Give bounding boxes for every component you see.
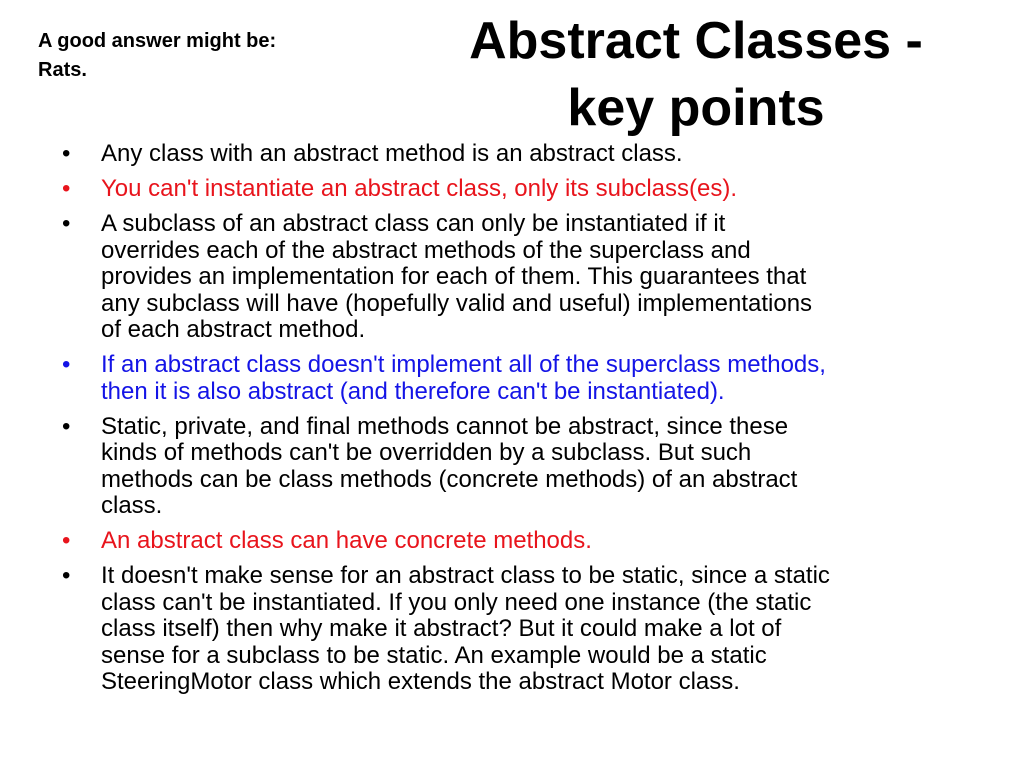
bullet-line: SteeringMotor class which extends the abstract Motor class. [101,668,740,695]
bullet-dot: • [62,412,71,440]
bullet-text [101,414,986,520]
bullet-line: then it is also abstract (and therefore can't be instantiated). [101,377,725,405]
bullet-item [56,176,986,203]
bullet-line: of each abstract method. [101,316,366,343]
bullet-line: A subclass of an abstract class can only be instantiated if it [101,210,726,237]
corner-note-line: A good answer might be: [38,30,277,52]
bullet-dot: • [62,527,71,554]
bullet-line: Static, private, and final methods cannot be abstract, since these [101,412,789,440]
bullet-dot: • [62,351,71,378]
bullet-line: You can't instantiate an abstract class, only its subclass(es). [101,175,738,202]
bullet-line: kinds of methods can't be overridden by a subclass. But such [101,439,752,466]
bullet-line: methods can be class methods (concrete methods) of an abstract [101,465,798,493]
bullet-text [101,563,986,696]
bullet-line: provides an implementation for each of them. This guarantees that [101,263,807,290]
bullet-dot: • [62,210,71,237]
bullet-item [56,352,986,405]
bullet-text [101,352,986,405]
bullet-line: class itself) then why make it abstract? But it could make a lot of [101,615,782,642]
bullet-dot: • [62,140,71,167]
bullet-text [101,141,986,168]
bullet-line: sense for a subclass to be static. An example would be a static [101,641,767,669]
bullet-item [56,211,986,344]
bullet-dot: • [62,175,71,202]
bullet-text [101,176,986,203]
bullet-dot: • [62,562,71,589]
bullet-text [101,528,986,555]
bullet-line: If an abstract class doesn't implement all of the superclass methods, [101,351,826,378]
corner-note-line: Rats. [38,59,87,81]
bullet-item [56,141,986,168]
bullet-line: class. [101,492,163,519]
bullet-line: overrides each of the abstract methods of the superclass and [101,236,751,264]
bullet-list [56,141,986,704]
bullet-line: Any class with an abstract method is an abstract class. [101,140,683,167]
bullet-line: It doesn't make sense for an abstract class to be static, since a static [101,562,830,589]
bullet-item [56,528,986,555]
bullet-line: An abstract class can have concrete methods. [101,527,592,554]
bullet-item [56,563,986,696]
bullet-line: any subclass will have (hopefully valid and useful) implementations [101,289,813,317]
slide-title-line: key points [567,79,825,137]
bullet-text [101,211,986,344]
slide-title-line: Abstract Classes - [469,12,923,70]
slide-title [400,8,992,142]
bullet-line: class can't be instantiated. If you only need one instance (the static [101,588,812,616]
corner-note [38,27,276,85]
bullet-item [56,414,986,520]
